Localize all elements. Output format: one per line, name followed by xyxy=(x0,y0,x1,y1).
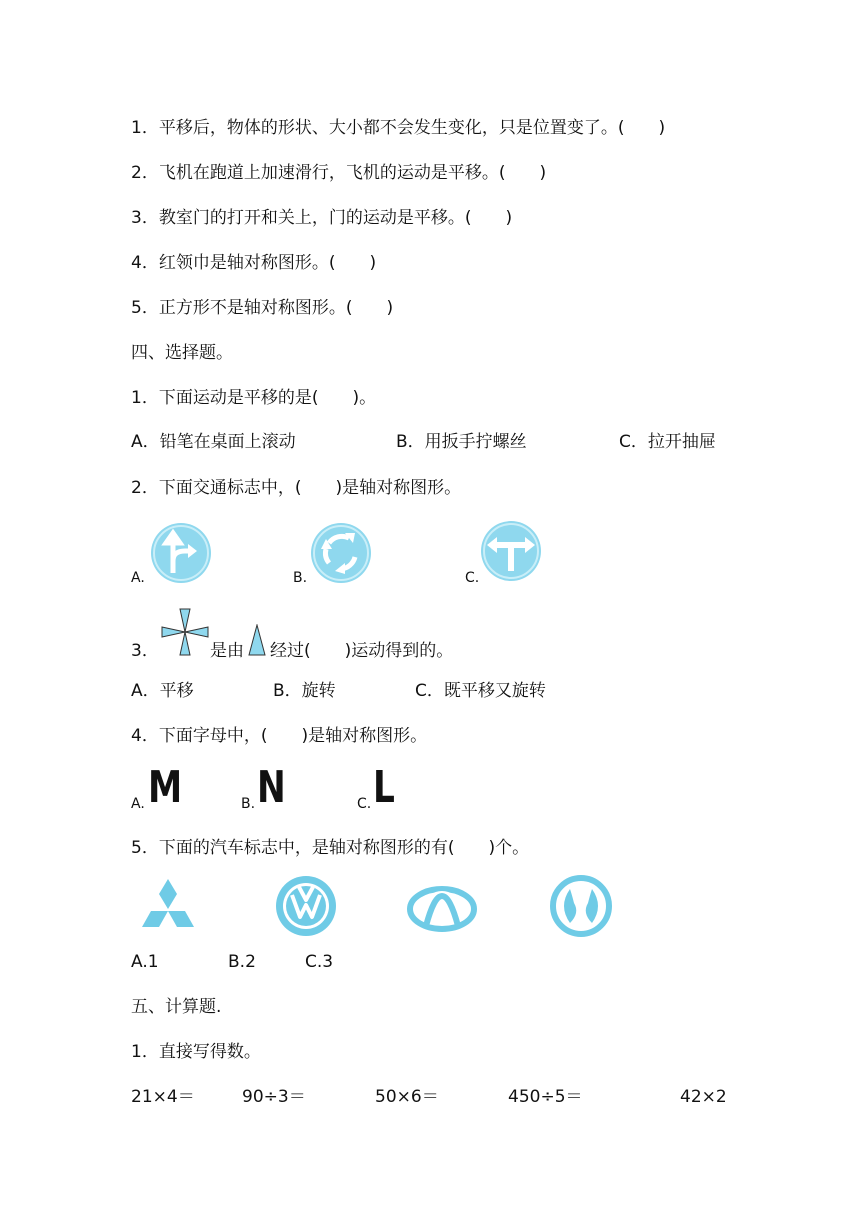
calc-item-5: 42×2 xyxy=(680,1087,727,1107)
judge-item-4: 4．红领巾是轴对称图形。( ) xyxy=(131,253,377,273)
dongfeng-logo-icon xyxy=(550,875,612,937)
q3-text-1: 是由 xyxy=(210,641,244,661)
calc-stem: 1．直接写得数。 xyxy=(131,1042,261,1062)
q5-option-a: A.1 xyxy=(131,952,159,972)
calc-item-2: 90÷3＝ xyxy=(242,1087,306,1107)
q2-label-b: B. xyxy=(293,570,308,586)
q1-option-b: B．用扳手拧螺丝 xyxy=(396,432,527,452)
letter-n: N xyxy=(257,762,286,813)
q3-option-b: B．旋转 xyxy=(273,681,336,701)
judge-item-2: 2．飞机在跑道上加速滑行，飞机的运动是平移。( ) xyxy=(131,163,547,183)
single-triangle-icon xyxy=(246,624,268,656)
sign-left-or-right-icon xyxy=(479,519,543,583)
q2-label-a: A. xyxy=(131,570,145,586)
mitsubishi-logo-icon xyxy=(134,877,202,935)
q2-label-c: C. xyxy=(465,570,480,586)
section-5-heading: 五、计算题. xyxy=(131,997,222,1017)
volkswagen-logo-icon xyxy=(273,873,339,939)
q4-stem: 4．下面字母中，( )是轴对称图形。 xyxy=(131,726,428,746)
toyota-style-logo-icon xyxy=(406,876,478,934)
q4-label-b: B. xyxy=(241,796,256,812)
judge-item-5: 5．正方形不是轴对称图形。( ) xyxy=(131,298,394,318)
rotated-triangles-figure-icon xyxy=(160,607,210,657)
calc-item-4: 450÷5＝ xyxy=(508,1087,583,1107)
judge-item-1: 1．平移后，物体的形状、大小都不会发生变化，只是位置变了。( ) xyxy=(131,118,666,138)
q3-option-c: C．既平移又旋转 xyxy=(415,681,546,701)
section-4-heading: 四、选择题。 xyxy=(131,343,233,363)
q2-stem: 2．下面交通标志中，( )是轴对称图形。 xyxy=(131,478,462,498)
q1-option-c: C．拉开抽屉 xyxy=(619,432,716,452)
q4-label-a: A. xyxy=(131,796,145,812)
q5-option-b: B.2 xyxy=(228,952,256,972)
letter-m: M xyxy=(148,762,183,813)
q5-option-c: C.3 xyxy=(305,952,334,972)
sign-straight-or-right-icon xyxy=(149,521,213,585)
q1-stem: 1．下面运动是平移的是( )。 xyxy=(131,388,377,408)
letter-l: L xyxy=(373,762,395,813)
sign-roundabout-icon xyxy=(309,521,373,585)
q5-stem: 5．下面的汽车标志中，是轴对称图形的有( )个。 xyxy=(131,838,530,858)
calc-item-3: 50×6＝ xyxy=(375,1087,439,1107)
calc-item-1: 21×4＝ xyxy=(131,1087,195,1107)
q4-label-c: C. xyxy=(357,796,372,812)
q3-text-2: 经过( )运动得到的。 xyxy=(270,641,454,661)
q3-option-a: A．平移 xyxy=(131,681,194,701)
q1-option-a: A．铅笔在桌面上滚动 xyxy=(131,432,296,452)
q3-number: 3． xyxy=(131,641,159,661)
judge-item-3: 3．教室门的打开和关上，门的运动是平移。( ) xyxy=(131,208,513,228)
